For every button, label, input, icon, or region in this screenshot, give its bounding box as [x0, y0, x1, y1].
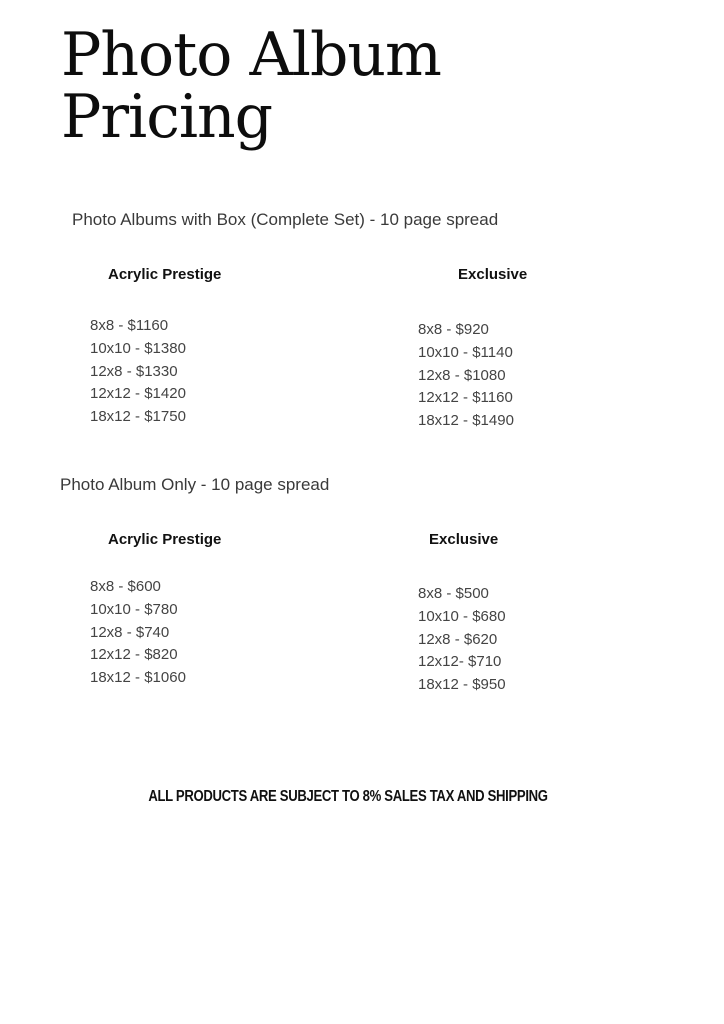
price-item: 12x12 - $1420 [90, 385, 186, 403]
price-item: 12x8 - $1330 [90, 362, 178, 380]
price-list-album-acrylic [90, 576, 186, 690]
column-heading-exclusive: Exclusive [429, 531, 499, 548]
price-item: 12x8 - $620 [418, 630, 498, 648]
price-item: 12x12- $710 [418, 653, 502, 671]
price-item: 18x12 - $1060 [90, 669, 186, 687]
section-heading-box-set: Photo Albums with Box (Complete Set) - 10 page spread [72, 210, 499, 229]
price-list-box-acrylic [90, 315, 186, 429]
price-item: 12x8 - $1080 [418, 366, 506, 384]
price-item: 8x8 - $920 [418, 321, 489, 338]
price-list-album-exclusive [418, 583, 506, 697]
price-item: 10x10 - $680 [418, 607, 506, 625]
price-item: 18x12 - $1750 [90, 408, 186, 426]
price-item: 8x8 - $1160 [90, 317, 169, 334]
page-title [61, 20, 441, 152]
section-heading-album-only: Photo Album Only - 10 page spread [60, 475, 330, 494]
page-title-line-1: Photo Album [61, 20, 441, 90]
price-list-box-exclusive [418, 319, 514, 433]
price-item: 8x8 - $500 [418, 585, 489, 602]
column-heading-acrylic-prestige: Acrylic Prestige [108, 266, 222, 283]
price-item: 18x12 - $1490 [418, 412, 514, 430]
price-item: 10x10 - $1140 [418, 343, 513, 361]
price-item: 12x12 - $820 [90, 646, 178, 664]
column-heading-exclusive: Exclusive [458, 266, 528, 283]
page-title-line-2: Pricing [61, 82, 273, 152]
price-item: 8x8 - $600 [90, 578, 161, 595]
price-item: 10x10 - $1380 [90, 339, 186, 357]
price-item: 12x8 - $740 [90, 623, 170, 641]
price-item: 10x10 - $780 [90, 600, 178, 618]
column-heading-acrylic-prestige: Acrylic Prestige [108, 531, 222, 548]
price-item: 12x12 - $1160 [418, 389, 513, 407]
price-item: 18x12 - $950 [418, 676, 506, 694]
tax-shipping-note: ALL PRODUCTS ARE SUBJECT TO 8% SALES TAX AND SHIPPING [148, 788, 548, 805]
